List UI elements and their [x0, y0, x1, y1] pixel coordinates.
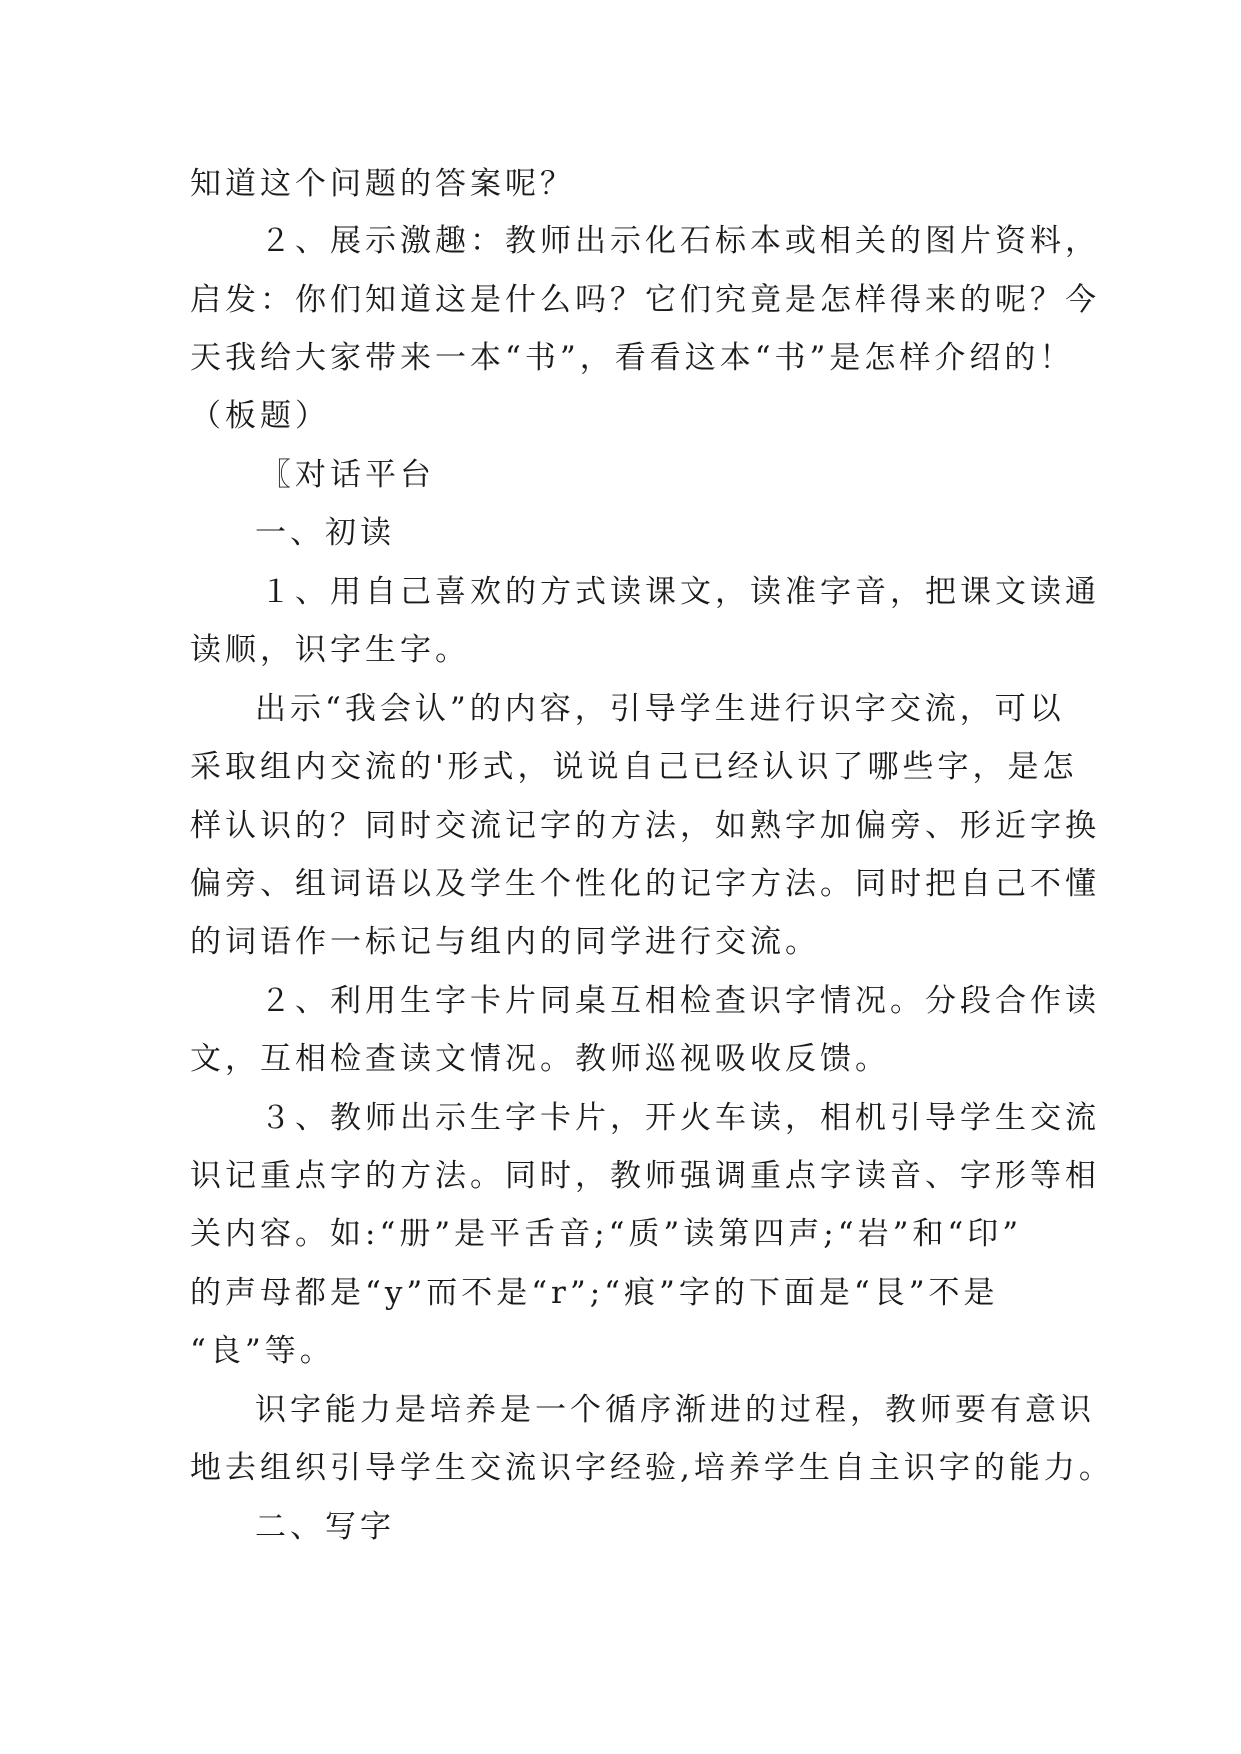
text-line-8: １、用自己喜欢的方式读课文，读准字音，把课文读通: [260, 574, 1100, 610]
text-line-2: ２、展示激趣：教师出示化石标本或相关的图片资料，: [260, 223, 1100, 259]
text-line-13: 偏旁、组词语以及学生个性化的记字方法。同时把自己不懂: [190, 866, 1100, 902]
section-heading-first-reading: 一、初读: [255, 515, 395, 551]
text-line-16: 文，互相检查读文情况。教师巡视吸收反馈。: [190, 1041, 890, 1077]
text-line-1: 知道这个问题的答案呢？: [190, 166, 575, 202]
text-line-12: 样认识的？同时交流记字的方法，如熟字加偏旁、形近字换: [190, 808, 1100, 844]
text-line-21: “良”等。: [190, 1333, 335, 1369]
text-line-18: 识记重点字的方法。同时，教师强调重点字读音、字形等相: [190, 1158, 1100, 1194]
text-line-11: 采取组内交流的'形式，说说自己已经认识了哪些字，是怎: [190, 749, 1078, 785]
text-line-14: 的词语作一标记与组内的同学进行交流。: [190, 924, 820, 960]
section-heading-dialogue-platform: 〖对话平台: [260, 457, 435, 493]
text-line-10: 出示“我会认”的内容，引导学生进行识字交流，可以: [255, 691, 1065, 727]
text-line-23: 地去组织引导学生交流识字经验,培养学生自主识字的能力。: [190, 1450, 1114, 1486]
text-line-3: 启发：你们知道这是什么吗？它们究竟是怎样得来的呢？今: [190, 282, 1100, 318]
text-line-22: 识字能力是培养是一个循序渐进的过程，教师要有意识: [255, 1392, 1095, 1428]
text-line-5: （板题）: [190, 398, 330, 434]
text-line-15: ２、利用生字卡片同桌互相检查识字情况。分段合作读: [260, 983, 1100, 1019]
text-line-4: 天我给大家带来一本“书”，看看这本“书”是怎样介绍的！: [190, 340, 1075, 376]
text-line-20: 的声母都是“y”而不是“r”;“痕”字的下面是“艮”不是: [190, 1275, 999, 1311]
text-line-9: 读顺，识字生字。: [190, 632, 470, 668]
text-line-17: ３、教师出示生字卡片，开火车读，相机引导学生交流: [260, 1100, 1100, 1136]
section-heading-writing: 二、写字: [255, 1509, 395, 1545]
text-line-19: 关内容。如:“册”是平舌音;“质”读第四声;“岩”和“印”: [190, 1216, 1023, 1252]
